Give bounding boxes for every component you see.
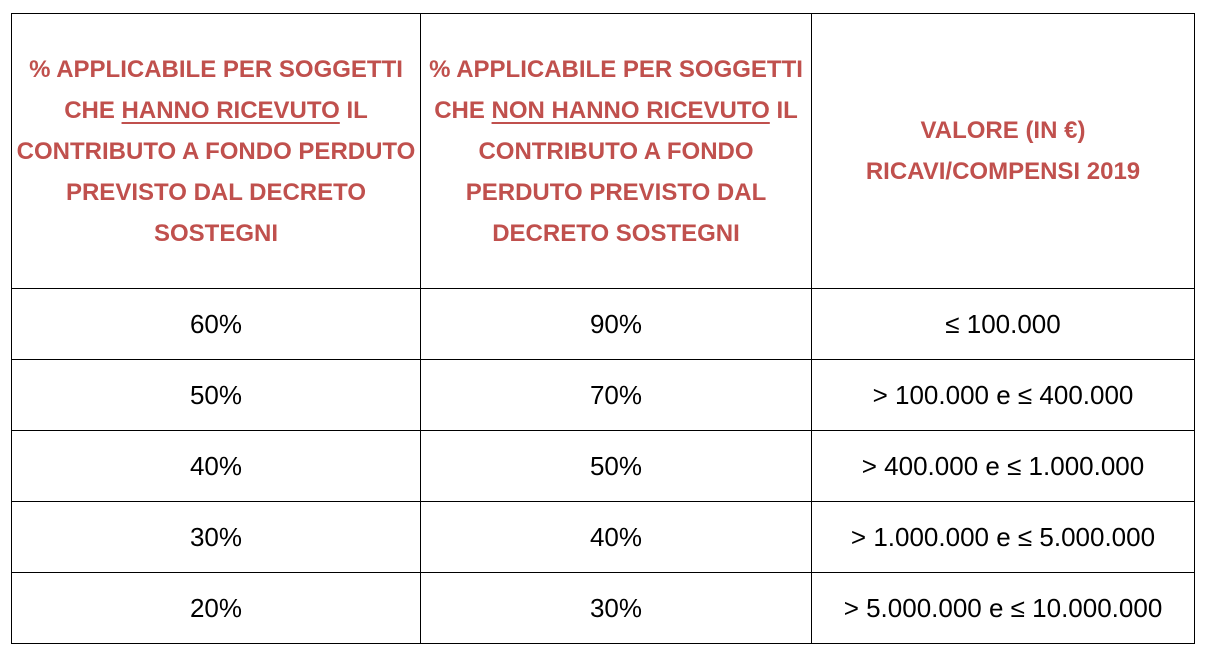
contribution-percentage-table (11, 13, 1195, 644)
cell-range: > 1.000.000 e ≤ 5.000.000 (812, 502, 1195, 573)
header-value-line1: VALORE (IN €) (920, 117, 1086, 144)
cell-received: 40% (12, 431, 421, 502)
cell-range: > 100.000 e ≤ 400.000 (812, 360, 1195, 431)
cell-received: 30% (12, 502, 421, 573)
header-received (12, 14, 421, 289)
header-received-underlined: HANNO RICEVUTO (121, 96, 340, 124)
header-received-pre: % APPLICABILE PER SOGGETTI CHE (29, 55, 403, 124)
header-not-received (421, 14, 812, 289)
cell-range: > 400.000 e ≤ 1.000.000 (812, 431, 1195, 502)
header-not-received-underlined: NON HANNO RICEVUTO (491, 96, 770, 124)
header-not-received-post: IL CONTRIBUTO A FONDO PERDUTO PREVISTO DAL DECRETO SOSTEGNI (465, 96, 798, 247)
table-row (12, 573, 1195, 644)
cell-range: ≤ 100.000 (812, 289, 1195, 360)
table-row (12, 502, 1195, 573)
table-row (12, 431, 1195, 502)
cell-not-received: 30% (421, 573, 812, 644)
cell-range: > 5.000.000 e ≤ 10.000.000 (812, 573, 1195, 644)
header-not-received-pre: % APPLICABILE PER SOGGETTI CHE (429, 55, 803, 124)
header-received-post: IL CONTRIBUTO A FONDO PERDUTO PREVISTO DAL DECRETO SOSTEGNI (16, 96, 416, 247)
header-value-line2: RICAVI/COMPENSI 2019 (865, 158, 1141, 185)
cell-not-received: 70% (421, 360, 812, 431)
table-row (12, 289, 1195, 360)
cell-received: 20% (12, 573, 421, 644)
header-value-range (812, 14, 1195, 289)
table-row (12, 360, 1195, 431)
cell-not-received: 40% (421, 502, 812, 573)
cell-not-received: 50% (421, 431, 812, 502)
header-row (12, 14, 1195, 289)
cell-received: 60% (12, 289, 421, 360)
cell-not-received: 90% (421, 289, 812, 360)
cell-received: 50% (12, 360, 421, 431)
